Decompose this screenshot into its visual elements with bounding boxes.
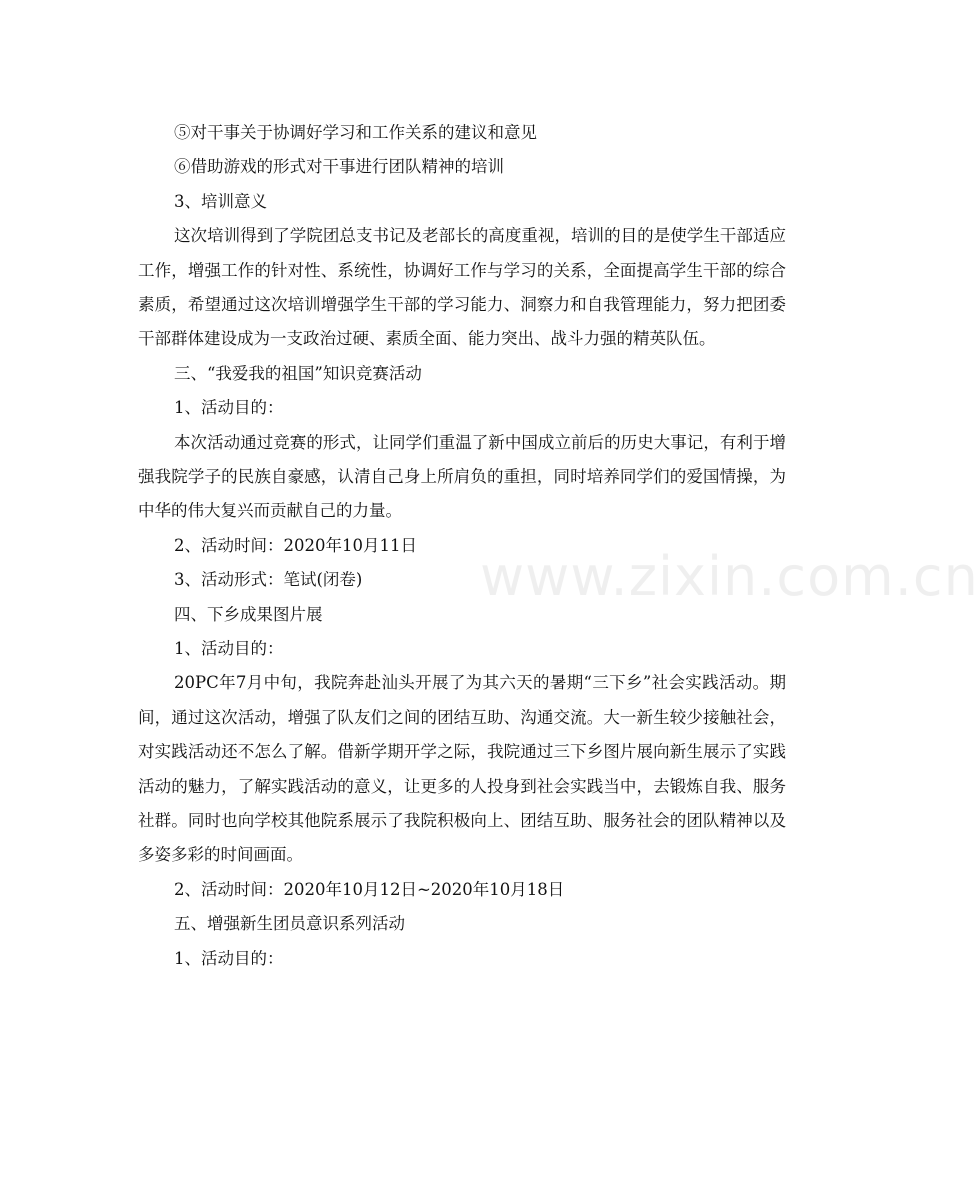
- exhibition-time: 2、活动时间：2020年10月12日~2020年10月18日: [174, 879, 565, 899]
- quiz-form: 3、活动形式：笔试(闭卷): [174, 570, 363, 590]
- section-heading-member-awareness: 五、增强新生团员意识系列活动: [174, 914, 405, 934]
- section-heading-training-meaning: 3、培训意义: [174, 191, 267, 211]
- subheading-awareness-goal: 1、活动目的：: [174, 948, 284, 968]
- paragraph-quiz-goal: 本次活动通过竞赛的形式，让同学们重温了新中国成立前后的历史大事记，有利于增强我院学子的民族自豪感，认清自己身上所肩负的重担，同时培养同学们的爱国情操，为中华的伟大复兴而贡献自己的力量。: [138, 432, 786, 521]
- paragraph-exhibition-goal: 20PC年7月中旬，我院奔赴汕头开展了为其六天的暑期“三下乡”社会实践活动。期间，通过这次活动，增强了队友们之间的团结互助、沟通交流。大一新生较少接触社会，对实践活动还不怎么了解。借新学期开学之际，我院通过三下乡图片展向新生展示了实践活动的魅力，了解实践活动的意义，让更多的人投身到社会实践当中，去锻炼自我、服务社群。同时也向学校其他院系展示了我院积极向上、团结互助、服务社会的团队精神以及多姿多彩的时间画面。: [138, 673, 786, 865]
- watermark: www.zixin.com.cn: [480, 545, 979, 608]
- section-heading-quiz-activity: 三、“我爱我的祖国”知识竞赛活动: [174, 363, 422, 383]
- paragraph-training-meaning: 这次培训得到了学院团总支书记及老部长的高度重视，培训的目的是使学生干部适应工作，增强工作的针对性、系统性，协调好工作与学习的关系，全面提高学生干部的综合素质，希望通过这次培训增强学生干部的学习能力、洞察力和自我管理能力，努力把团委干部群体建设成为一支政治过硬、素质全面、能力突出、战斗力强的精英队伍。: [138, 226, 786, 349]
- section-heading-photo-exhibition: 四、下乡成果图片展: [174, 604, 323, 624]
- quiz-time: 2、活动时间：2020年10月11日: [174, 535, 417, 555]
- list-item-6: ⑥借助游戏的形式对干事进行团队精神的培训: [174, 157, 504, 177]
- subheading-exhibition-goal: 1、活动目的：: [174, 638, 284, 658]
- list-item-5: ⑤对干事关于协调好学习和工作关系的建议和意见: [174, 123, 537, 142]
- subheading-quiz-goal: 1、活动目的：: [174, 398, 284, 418]
